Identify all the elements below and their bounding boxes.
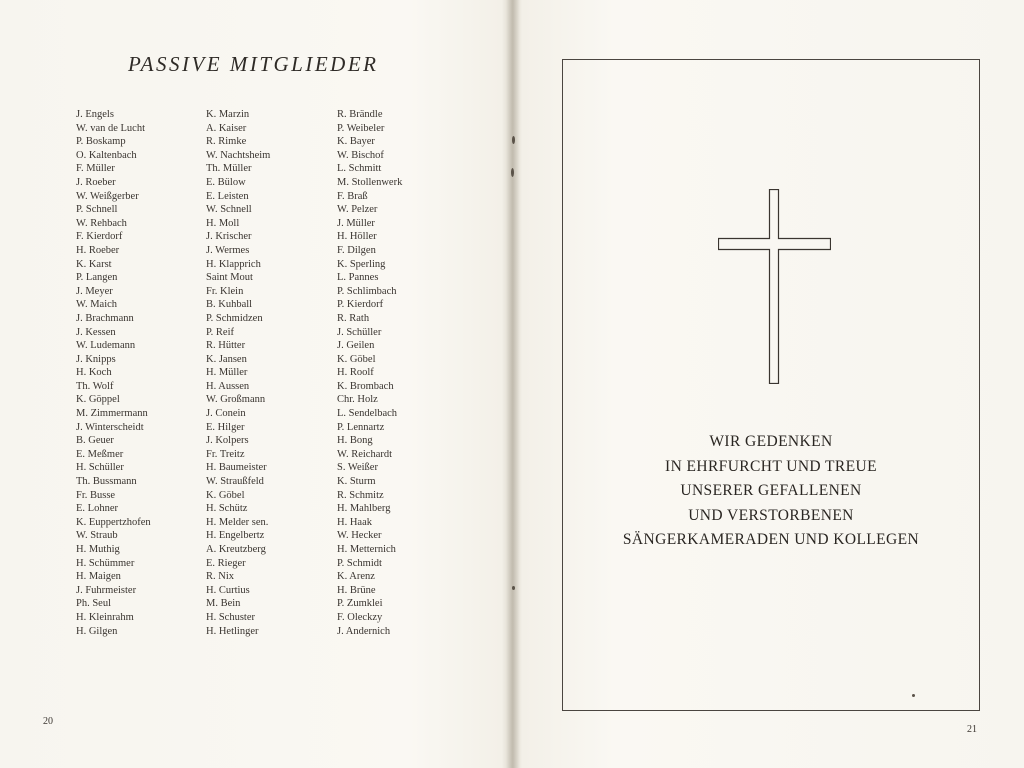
member-name: H. Aussen [206,380,250,392]
member-name: H. Gilgen [76,625,118,637]
member-name: W. Ludemann [76,340,136,352]
member-name: J. Roeber [76,176,116,188]
paper-speck [512,586,515,590]
member-name: R. Schmitz [337,489,384,501]
member-name: J. Engels [76,109,114,120]
member-name: H. Brüne [337,584,376,596]
member-name: J. Kessen [76,326,116,338]
member-name: H. Klapprich [206,258,261,270]
member-name: B. Geuer [76,435,114,447]
member-name: W. Rehbach [76,217,127,229]
member-name: M. Zimmermann [76,408,148,420]
member-name: O. Kaltenbach [76,149,137,161]
member-name: K. Göbel [337,353,376,365]
member-name: J. Knipps [76,353,116,365]
member-name: K. Göppel [76,394,120,406]
member-name: K. Karst [76,258,112,270]
member-name: H. Metternich [337,544,396,555]
member-name: F. Müller [76,163,115,175]
member-name: P. Boskamp [76,136,126,148]
member-name: H. Baumeister [206,462,267,474]
member-name: H. Engelbertz [206,530,265,542]
member-name: H. Haak [337,516,372,528]
member-name: H. Maigen [76,571,121,583]
memorial-line: UND VERSTORBENEN [688,506,854,524]
member-name: K. Marzin [206,109,250,120]
member-name: W. Bischof [337,149,384,161]
member-name: F. Kierdorf [76,231,123,243]
member-name: W. Weißgerber [76,190,139,202]
member-name: H. Schüller [76,462,124,474]
page-number-right: 21 [967,724,977,735]
member-name: R. Nix [206,571,235,583]
member-name: L. Sendelbach [337,408,398,420]
member-name: F. Dilgen [337,244,376,256]
member-name: Th. Bussmann [76,476,137,488]
member-name: A. Kreutzberg [206,544,266,555]
memorial-line: WIR GEDENKEN [709,433,833,450]
member-name: W. Maich [76,299,118,311]
member-name: Fr. Treitz [206,448,245,460]
member-column-1 [76,108,151,638]
member-name: J. Kolpers [206,435,249,447]
member-name: W. Großmann [206,394,266,406]
member-name: B. Kuhball [206,299,253,311]
member-name: P. Lennartz [337,421,385,433]
member-name: P. Schnell [76,204,118,216]
member-name: H. Bong [337,435,373,447]
member-name: S. Weißer [337,462,378,474]
memorial-line: IN EHRFURCHT UND TREUE [665,457,877,475]
member-name: H. Curtius [206,584,250,596]
member-name: E. Rieger [206,557,246,569]
member-name: H. Hetlinger [206,625,259,637]
member-name: Fr. Klein [206,285,244,297]
member-name: W. Straub [76,530,118,542]
paper-speck [912,694,915,697]
member-name: P. Kierdorf [337,299,384,311]
member-name: Th. Müller [206,163,252,175]
member-name: P. Reif [206,326,235,338]
member-name: F. Braß [337,190,368,202]
page-title: PASSIVE MITGLIEDER [128,52,379,76]
member-name: P. Weibeler [337,122,385,134]
member-name: P. Zumklei [337,598,383,610]
member-name: Saint Mout [206,272,253,284]
member-name: K. Jansen [206,353,247,365]
paper-speck [512,136,515,144]
member-name: R. Rimke [206,136,247,148]
memorial-line: SÄNGERKAMERADEN UND KOLLEGEN [622,531,920,549]
member-name: H. Mahlberg [337,503,391,515]
member-name: L. Pannes [337,272,379,284]
member-name: H. Höller [337,231,377,243]
member-name: H. Muthig [76,544,120,555]
member-name: P. Schmidzen [206,312,263,324]
member-name: K. Göbel [206,489,245,501]
member-name: W. Pelzer [337,204,378,216]
member-name: E. Meßmer [76,448,124,460]
member-name: J. Schüller [337,326,382,338]
member-name: H. Schütz [206,503,248,515]
member-name: H. Roeber [76,244,120,256]
member-name: J. Wermes [206,244,250,256]
member-name: J. Fuhrmeister [76,584,137,596]
member-name: P. Langen [76,272,118,284]
paper-speck [511,168,514,177]
member-name: Chr. Holz [337,394,378,406]
member-name: W. Reichardt [337,448,393,460]
member-name: R. Hütter [206,340,246,352]
memorial-text [563,430,979,553]
member-name: J. Müller [337,217,375,229]
member-name: M. Stollenwerk [337,176,403,188]
member-name: J. Geilen [337,340,375,352]
member-name: H. Roolf [337,367,374,379]
member-name: J. Winterscheidt [76,421,144,433]
member-name: W. Nachtsheim [206,149,271,161]
member-name: K. Sturm [337,476,376,488]
member-name: K. Bayer [337,136,375,148]
member-name: H. Kleinrahm [76,611,134,623]
member-name: W. Schnell [206,204,252,216]
member-name: K. Sperling [337,258,386,270]
member-name: L. Schmitt [337,163,382,175]
cross-icon [718,189,831,384]
member-name: E. Lohner [76,503,118,515]
member-name: R. Brändle [337,109,383,120]
member-name: Th. Wolf [76,380,114,392]
member-name: P. Schmidt [337,557,382,569]
page-number-left: 20 [43,716,53,727]
memorial-frame [562,59,980,711]
member-name: J. Krischer [206,231,252,243]
member-name: J. Conein [206,408,246,420]
member-name: J. Andernich [337,625,391,637]
member-name: Ph. Seul [76,598,112,610]
member-name: J. Brachmann [76,312,134,324]
member-name: K. Euppertzhofen [76,516,151,528]
member-name: P. Schlimbach [337,285,397,297]
gutter-shadow [506,0,520,768]
member-name: E. Hilger [206,421,245,433]
member-name: M. Bein [206,598,241,610]
member-name: E. Bülow [206,176,246,188]
member-name: H. Koch [76,367,112,379]
member-name: H. Schümmer [76,557,135,569]
member-name: W. Hecker [337,530,382,542]
member-name: H. Müller [206,367,248,379]
member-name: W. Straußfeld [206,476,264,488]
member-name: H. Schuster [206,611,255,623]
member-name: W. van de Lucht [76,122,146,134]
member-column-3 [337,108,402,638]
member-name: R. Rath [337,312,370,324]
member-name: F. Oleckzy [337,611,383,623]
member-name: A. Kaiser [206,122,247,134]
member-name: Fr. Busse [76,489,116,501]
memorial-line: UNSERER GEFALLENEN [680,482,862,500]
member-name: K. Brombach [337,380,394,392]
member-name: H. Melder sen. [206,516,269,528]
member-name: J. Meyer [76,285,113,297]
member-name: H. Moll [206,217,240,229]
member-name: K. Arenz [337,571,375,583]
member-column-2 [206,108,270,638]
member-name: E. Leisten [206,190,249,202]
